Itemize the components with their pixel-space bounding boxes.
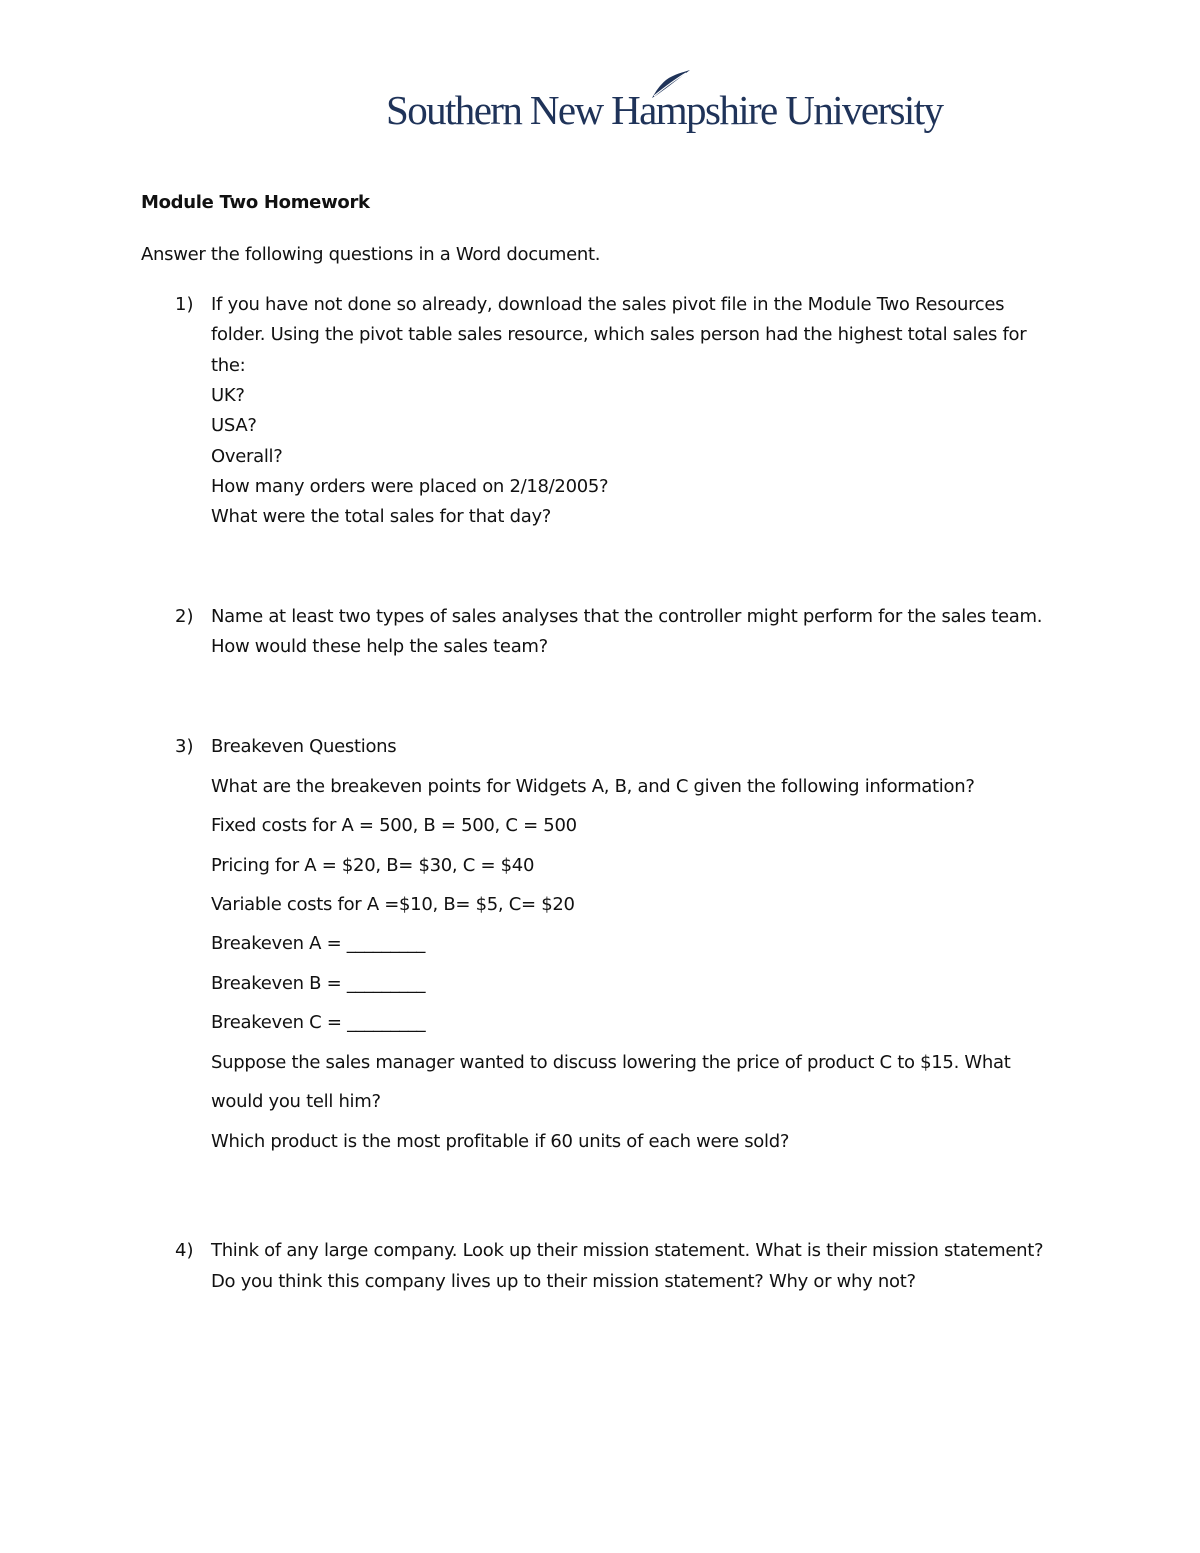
question-3-line: Suppose the sales manager wanted to discuss lowering the price of product C to $15. What xyxy=(211,1052,1011,1073)
question-2-number: 2) xyxy=(175,606,194,627)
question-1-line: What were the total sales for that day? xyxy=(211,506,552,527)
question-1-line: folder. Using the pivot table sales resource, which sales person had the highest total sales for xyxy=(211,324,1027,345)
breakeven-c-blank: Breakeven C = _________ xyxy=(211,1012,426,1033)
question-1-line: How many orders were placed on 2/18/2005? xyxy=(211,476,609,497)
question-1-number: 1) xyxy=(175,294,194,315)
question-1-line: the: xyxy=(211,355,246,376)
intro-text: Answer the following questions in a Word document. xyxy=(141,244,601,265)
question-4-number: 4) xyxy=(175,1240,194,1261)
question-4-line: Do you think this company lives up to their mission statement? Why or why not? xyxy=(211,1271,916,1292)
question-1-line: UK? xyxy=(211,385,245,406)
question-3-line: What are the breakeven points for Widgets A, B, and C given the following information? xyxy=(211,776,975,797)
question-3-line: would you tell him? xyxy=(211,1091,381,1112)
question-3-number: 3) xyxy=(175,736,194,757)
question-4-line: Think of any large company. Look up their mission statement. What is their mission statement? xyxy=(211,1240,1044,1261)
question-1-line: USA? xyxy=(211,415,257,436)
question-2-line: Name at least two types of sales analyses that the controller might perform for the sales team. xyxy=(211,606,1043,627)
question-3-line: Fixed costs for A = 500, B = 500, C = 500 xyxy=(211,815,577,836)
question-1-line: If you have not done so already, download the sales pivot file in the Module Two Resources xyxy=(211,294,1005,315)
question-3-line: Pricing for A = $20, B= $30, C = $40 xyxy=(211,855,535,876)
page-title: Module Two Homework xyxy=(141,192,370,213)
question-2-line: How would these help the sales team? xyxy=(211,636,548,657)
question-3-line: Variable costs for A =$10, B= $5, C= $20 xyxy=(211,894,575,915)
question-3-heading: Breakeven Questions xyxy=(211,736,397,757)
question-1-line: Overall? xyxy=(211,446,283,467)
breakeven-b-blank: Breakeven B = _________ xyxy=(211,973,426,994)
breakeven-a-blank: Breakeven A = _________ xyxy=(211,933,426,954)
logo-wordmark: Southern New Hampshire University xyxy=(386,87,943,133)
question-3-line: Which product is the most profitable if 60 units of each were sold? xyxy=(211,1131,790,1152)
university-logo xyxy=(386,68,943,138)
